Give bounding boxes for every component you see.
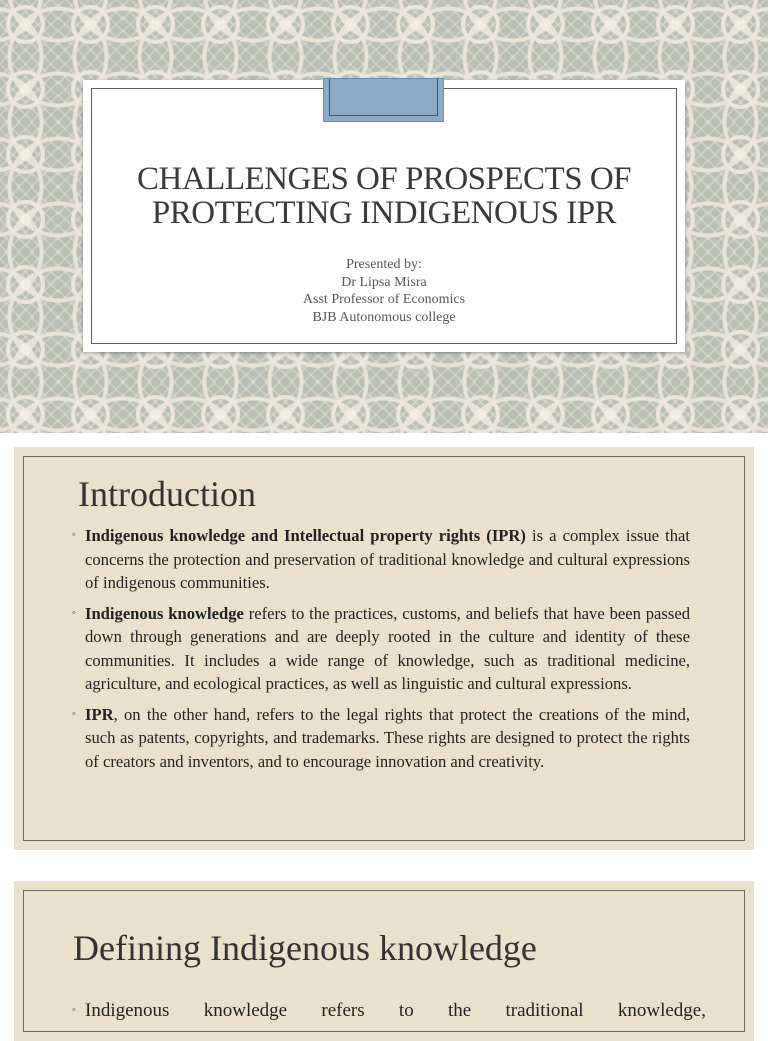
presenter-position: Asst Professor of Economics — [302, 292, 466, 307]
bullet-icon: ◦ — [72, 1004, 76, 1016]
bullet-list — [72, 999, 706, 1029]
bullet-icon: ◦ — [72, 606, 76, 619]
bullet-bold-term: Indigenous knowledge and Intellectual property rights (IPR) — [85, 526, 526, 545]
bullet-text: Indigenous knowledge refers to the traditional knowledge, — [85, 1000, 706, 1021]
bullet-item — [72, 703, 690, 774]
bullet-icon: ◦ — [72, 529, 76, 541]
bullet-text: , on the other hand, refers to the legal rights that protect the creations of the mind, such as patents, copyrights, and trademarks. These rights are designed to protect the rights of creators and inventors, and to encourage innovation and creativity. — [85, 704, 690, 771]
introduction-slide — [14, 447, 754, 850]
presenter-label: Presented by: — [346, 257, 422, 272]
title-line-1: CHALLENGES OF PROSPECTS OF — [136, 161, 632, 197]
presenter-institution: BJB Autonomous college — [312, 309, 456, 325]
bullet-list — [72, 524, 690, 780]
bullet-item — [72, 999, 706, 1022]
presentation-title — [83, 162, 685, 230]
bullet-icon: ◦ — [72, 707, 76, 720]
defining-slide — [14, 881, 754, 1041]
bullet-bold-term: IPR — [85, 704, 114, 724]
bullet-bold-term: Indigenous knowledge — [85, 603, 244, 623]
bullet-text: refers to the practices, customs, and beliefs that have been passed down through generations and are deeply rooted in the culture and identity of these communities. It includes a wide range of knowledge, such as traditional medicine, agriculture, and ecological practices, as well as linguistic and cultural expressions. — [85, 603, 690, 693]
slide-heading: Introduction — [78, 474, 256, 514]
bullet-item — [72, 524, 690, 595]
title-card — [83, 80, 685, 352]
presenter-block — [83, 256, 685, 326]
bullet-text: is a complex issue that concerns the protection and preservation of traditional knowledge and cultural expressions of indigenous communities. — [85, 526, 690, 592]
title-slide — [0, 0, 768, 433]
presenter-name: Dr Lipsa Misra — [341, 274, 427, 290]
title-card-tab — [323, 78, 444, 122]
title-line-2: PROTECTING INDIGENOUS IPR — [151, 195, 617, 231]
slide-heading: Defining Indigenous knowledge — [73, 928, 537, 968]
bullet-item — [72, 602, 690, 696]
